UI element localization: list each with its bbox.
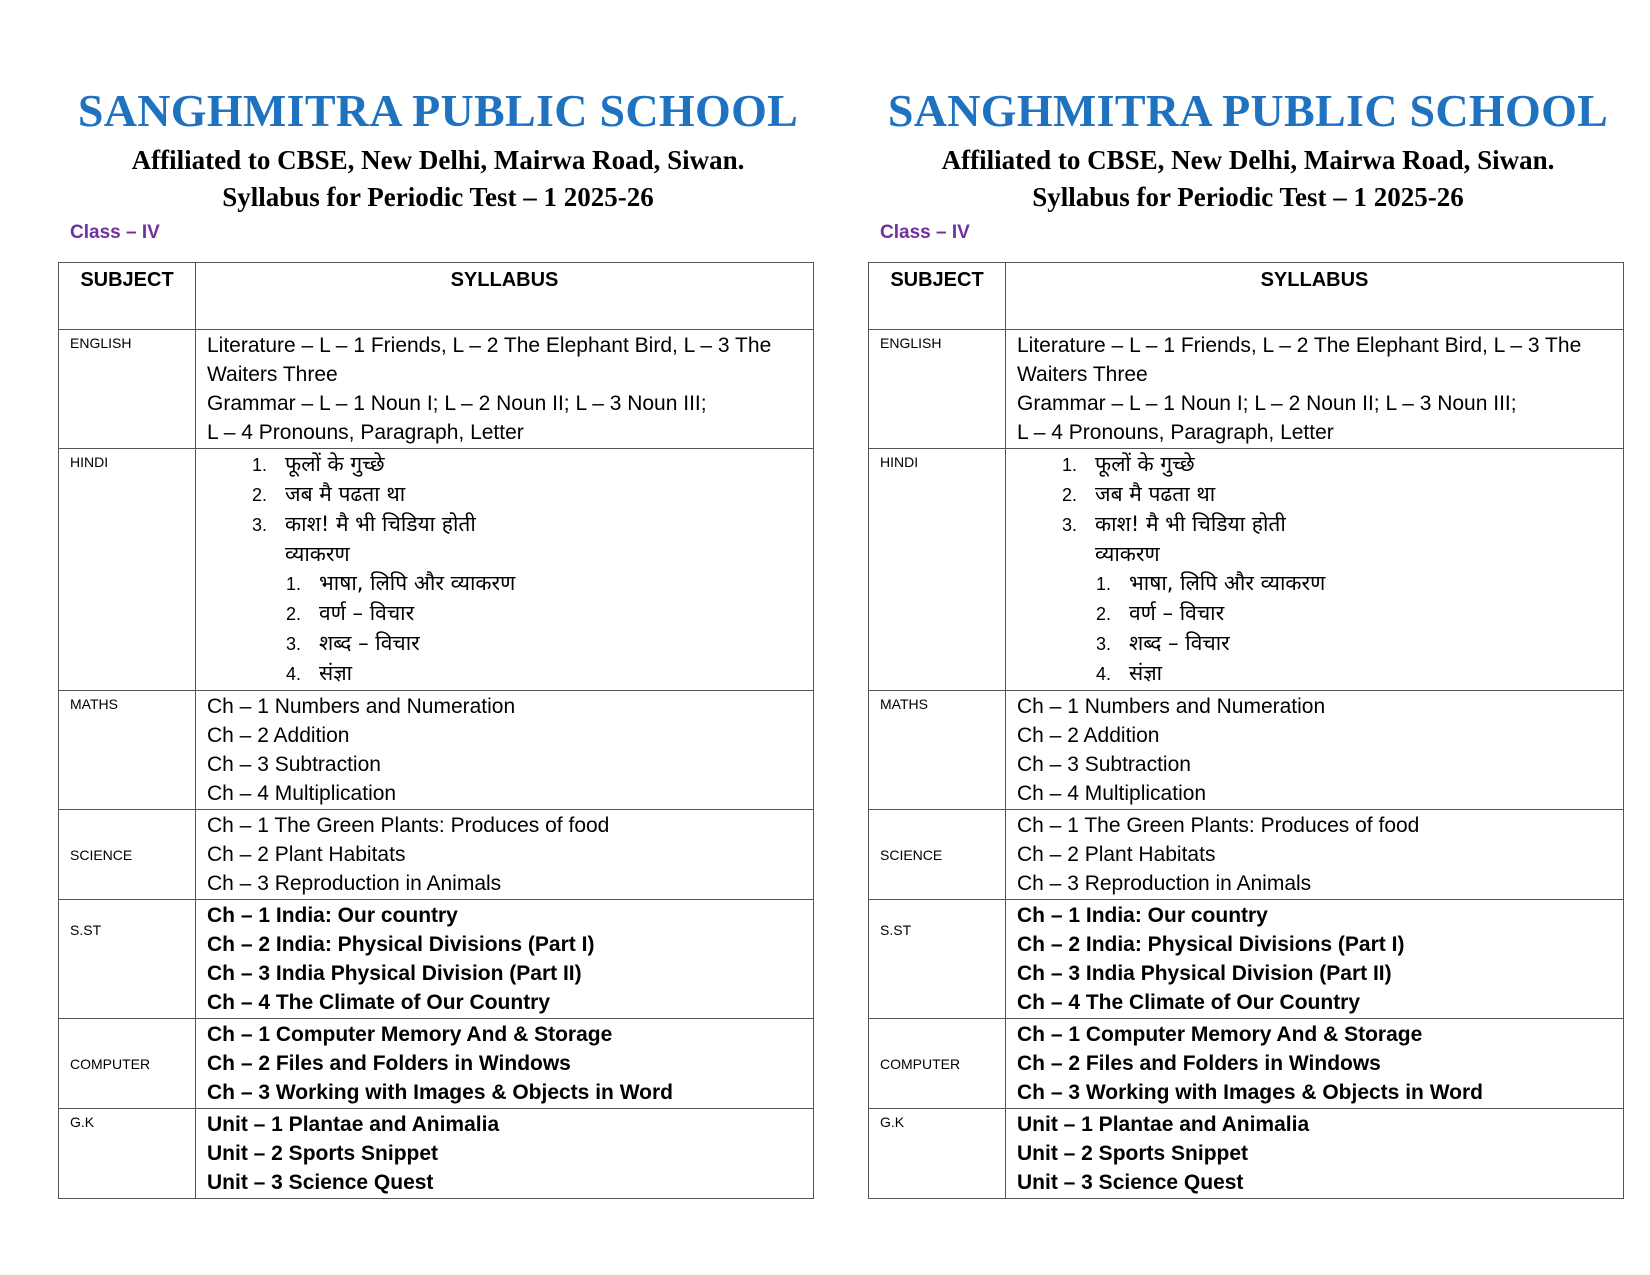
subject-cell: COMPUTER	[59, 1019, 196, 1109]
syllabus-header: SYLLABUS	[1006, 263, 1624, 330]
syllabus-line: Unit – 2 Sports Snippet	[1017, 1142, 1249, 1165]
syllabus-line: Ch – 2 Addition	[1017, 724, 1160, 747]
syllabus-line: Waiters Three	[207, 363, 338, 386]
syllabus-line: Ch – 3 Working with Images & Objects in Word	[1017, 1081, 1483, 1104]
syllabus-cell	[1006, 691, 1624, 810]
syllabus-cell	[1006, 449, 1624, 691]
syllabus-line: Ch – 1 The Green Plants: Produces of food	[1017, 814, 1420, 837]
syllabus-panel-left	[58, 80, 818, 1199]
subject-cell: HINDI	[59, 449, 196, 691]
syllabus-cell	[1006, 1109, 1624, 1199]
subject-cell: MATHS	[869, 691, 1006, 810]
subject-cell: S.ST	[869, 900, 1006, 1019]
hindi-list-item: 1. फूलों के गुच्छे	[1061, 452, 1195, 476]
syllabus-line: Ch – 3 Reproduction in Animals	[207, 872, 502, 895]
syllabus-line: Ch – 2 Plant Habitats	[1017, 843, 1216, 866]
syllabus-cell	[196, 810, 814, 900]
hindi-list-item: 2. जब मै पढता था	[1061, 482, 1216, 506]
subject-cell: HINDI	[869, 449, 1006, 691]
table-header-row	[59, 263, 814, 330]
syllabus-header: SYLLABUS	[196, 263, 814, 330]
syllabus-line: Ch – 4 The Climate of Our Country	[207, 991, 551, 1014]
syllabus-cell	[196, 1109, 814, 1199]
syllabus-line: L – 4 Pronouns, Paragraph, Letter	[1017, 421, 1334, 444]
affiliation-line: Affiliated to CBSE, New Delhi, Mairwa Road, Siwan.	[131, 145, 745, 175]
hindi-grammar-item: 4. संज्ञा	[1095, 661, 1163, 685]
subject-cell: COMPUTER	[869, 1019, 1006, 1109]
subject-cell: ENGLISH	[59, 330, 196, 449]
syllabus-title: Syllabus for Periodic Test – 1 2025-26	[1032, 182, 1464, 212]
syllabus-line: Ch – 4 The Climate of Our Country	[1017, 991, 1361, 1014]
syllabus-line: Ch – 1 Numbers and Numeration	[207, 695, 516, 718]
syllabus-line: Ch – 3 Reproduction in Animals	[1017, 872, 1312, 895]
subject-cell: ENGLISH	[869, 330, 1006, 449]
hindi-grammar-item: 4. संज्ञा	[285, 661, 353, 685]
syllabus-line: Ch – 2 India: Physical Divisions (Part I)	[1017, 933, 1405, 956]
syllabus-line: Ch – 2 Plant Habitats	[207, 843, 406, 866]
hindi-grammar-item: 2. वर्ण – विचार	[285, 601, 415, 625]
syllabus-cell	[1006, 330, 1624, 449]
table-row-gk	[59, 1109, 814, 1199]
syllabus-line: Grammar – L – 1 Noun I; L – 2 Noun II; L – 3 Noun III;	[1017, 392, 1517, 415]
syllabus-line: Ch – 1 Computer Memory And & Storage	[1017, 1023, 1423, 1046]
syllabus-line: Ch – 2 Files and Folders in Windows	[1017, 1052, 1381, 1075]
syllabus-cell	[1006, 900, 1624, 1019]
subject-header: SUBJECT	[869, 263, 1006, 330]
subject-cell: G.K	[59, 1109, 196, 1199]
syllabus-line: Grammar – L – 1 Noun I; L – 2 Noun II; L – 3 Noun III;	[207, 392, 707, 415]
table-row-sst	[59, 900, 814, 1019]
hindi-list-item: 2. जब मै पढता था	[251, 482, 406, 506]
syllabus-cell	[1006, 1019, 1624, 1109]
table-row-sst	[869, 900, 1624, 1019]
hindi-grammar-item: 1. भाषा, लिपि और व्याकरण	[1095, 571, 1326, 595]
syllabus-line: Literature – L – 1 Friends, L – 2 The Elephant Bird, L – 3 The	[207, 334, 772, 357]
syllabus-cell	[196, 449, 814, 691]
syllabus-line: Ch – 1 India: Our country	[207, 904, 458, 927]
syllabus-title: Syllabus for Periodic Test – 1 2025-26	[222, 182, 654, 212]
syllabus-line: Ch – 2 Files and Folders in Windows	[207, 1052, 571, 1075]
hindi-grammar-heading: व्याकरण	[285, 542, 350, 566]
hindi-grammar-item: 3. शब्द – विचार	[285, 631, 420, 655]
syllabus-line: Ch – 4 Multiplication	[207, 782, 397, 805]
hindi-list-item: 1. फूलों के गुच्छे	[251, 452, 385, 476]
syllabus-line: L – 4 Pronouns, Paragraph, Letter	[207, 421, 524, 444]
syllabus-line: Ch – 2 India: Physical Divisions (Part I)	[207, 933, 595, 956]
table-row-maths	[59, 691, 814, 810]
school-name: SANGHMITRA PUBLIC SCHOOL	[77, 85, 799, 136]
hindi-grammar-heading: व्याकरण	[1095, 542, 1160, 566]
hindi-list-item: 3. काश! मै भी चिडिया होती	[1061, 512, 1286, 536]
table-row-computer	[59, 1019, 814, 1109]
syllabus-line: Literature – L – 1 Friends, L – 2 The Elephant Bird, L – 3 The	[1017, 334, 1582, 357]
syllabus-line: Ch – 3 India Physical Division (Part II)	[207, 962, 582, 985]
table-row-science	[59, 810, 814, 900]
school-name: SANGHMITRA PUBLIC SCHOOL	[887, 85, 1609, 136]
syllabus-line: Ch – 3 Subtraction	[207, 753, 381, 776]
table-row-computer	[869, 1019, 1624, 1109]
subject-header: SUBJECT	[59, 263, 196, 330]
table-row-english	[869, 330, 1624, 449]
syllabus-table	[58, 262, 814, 1199]
syllabus-cell	[196, 900, 814, 1019]
syllabus-line: Ch – 1 The Green Plants: Produces of food	[207, 814, 610, 837]
table-row-hindi	[869, 449, 1624, 691]
subject-cell: SCIENCE	[59, 810, 196, 900]
syllabus-line: Unit – 3 Science Quest	[207, 1171, 434, 1194]
syllabus-cell	[196, 330, 814, 449]
syllabus-line: Unit – 1 Plantae and Animalia	[207, 1113, 500, 1136]
syllabus-panel-right	[868, 80, 1628, 1199]
affiliation-line: Affiliated to CBSE, New Delhi, Mairwa Road, Siwan.	[941, 145, 1555, 175]
syllabus-line: Unit – 2 Sports Snippet	[207, 1142, 439, 1165]
subject-cell: MATHS	[59, 691, 196, 810]
subject-cell: S.ST	[59, 900, 196, 1019]
syllabus-line: Ch – 2 Addition	[207, 724, 350, 747]
table-row-science	[869, 810, 1624, 900]
syllabus-table	[868, 262, 1624, 1199]
class-label: Class – IV	[70, 222, 160, 243]
syllabus-line: Waiters Three	[1017, 363, 1148, 386]
syllabus-line: Ch – 1 Numbers and Numeration	[1017, 695, 1326, 718]
hindi-grammar-item: 1. भाषा, लिपि और व्याकरण	[285, 571, 516, 595]
hindi-grammar-item: 3. शब्द – विचार	[1095, 631, 1230, 655]
table-row-hindi	[59, 449, 814, 691]
syllabus-line: Ch – 3 Working with Images & Objects in Word	[207, 1081, 673, 1104]
table-row-english	[59, 330, 814, 449]
table-header-row	[869, 263, 1624, 330]
syllabus-line: Ch – 1 India: Our country	[1017, 904, 1268, 927]
table-row-gk	[869, 1109, 1624, 1199]
subject-cell: SCIENCE	[869, 810, 1006, 900]
syllabus-line: Unit – 3 Science Quest	[1017, 1171, 1244, 1194]
syllabus-line: Ch – 3 Subtraction	[1017, 753, 1191, 776]
syllabus-cell	[196, 691, 814, 810]
table-row-maths	[869, 691, 1624, 810]
hindi-list-item: 3. काश! मै भी चिडिया होती	[251, 512, 476, 536]
syllabus-line: Ch – 1 Computer Memory And & Storage	[207, 1023, 613, 1046]
subject-cell: G.K	[869, 1109, 1006, 1199]
hindi-grammar-item: 2. वर्ण – विचार	[1095, 601, 1225, 625]
syllabus-cell	[1006, 810, 1624, 900]
syllabus-line: Ch – 4 Multiplication	[1017, 782, 1207, 805]
syllabus-line: Ch – 3 India Physical Division (Part II)	[1017, 962, 1392, 985]
syllabus-cell	[196, 1019, 814, 1109]
syllabus-line: Unit – 1 Plantae and Animalia	[1017, 1113, 1310, 1136]
class-label: Class – IV	[880, 222, 970, 243]
